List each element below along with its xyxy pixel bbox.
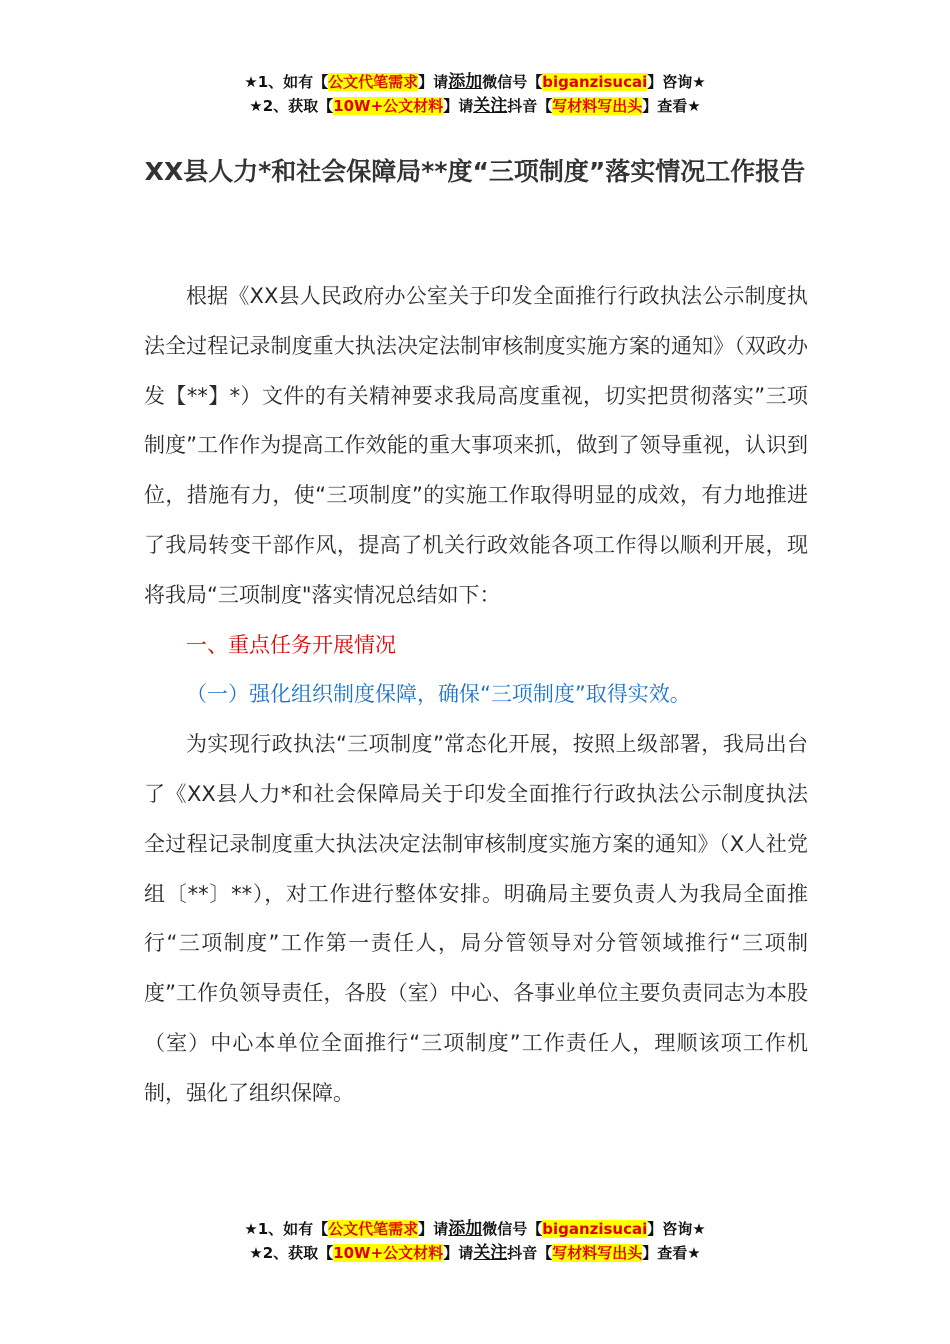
promo-highlight: 10W+公文材料: [333, 97, 444, 115]
promo-highlight: 写材料写出头: [552, 97, 643, 115]
promo-text: 】查看★: [642, 97, 701, 115]
promo-banner-bottom: [0, 1217, 950, 1265]
section-heading-1: 一、重点任务开展情况: [186, 632, 396, 657]
promo-text: 】请: [418, 1220, 449, 1238]
promo-text: ★2、获取【: [249, 1244, 334, 1262]
promo-text: 】咨询★: [647, 73, 706, 91]
promo-text: ★1、如有【: [244, 73, 329, 91]
promo-underline: 关注: [473, 96, 508, 116]
promo-line-2: [0, 1241, 950, 1265]
promo-text: 】请: [418, 73, 449, 91]
promo-text: ★2、获取【: [249, 97, 334, 115]
promo-underline: 添加: [448, 72, 483, 92]
promo-highlight: 公文代笔需求: [328, 1220, 419, 1238]
intro-paragraph: 根据《XX县人民政府办公室关于印发全面推行行政执法公示制度执法全过程记录制度重大执法决定法制审核制度实施方案的通知》（双政办发【**】*）文件的有关精神要求我局高度重视，切实把贯彻落实”三项制度”工作作为提高工作效能的重大事项来抓，做到了领导重视，认识到位，措施有力，使“三项制度”的实施工作取得明显的成效，有力地推进了我局转变干部作风，提高了机关行政效能各项工作得以顺利开展，现将我局“三项制度"落实情况总结如下：: [144, 284, 808, 607]
promo-text: 】查看★: [642, 1244, 701, 1262]
promo-text: ★1、如有【: [244, 1220, 329, 1238]
promo-line-1: [0, 1217, 950, 1241]
promo-underline: 关注: [473, 1243, 508, 1263]
promo-text: 抖音【: [507, 1244, 553, 1262]
promo-highlight: biganzisucai: [542, 1220, 648, 1238]
promo-highlight: 写材料写出头: [552, 1244, 643, 1262]
subsection-heading-1: （一）强化组织制度保障，确保“三项制度”取得实效。: [186, 682, 691, 707]
document-body: [144, 272, 808, 1119]
promo-text: 】请: [443, 97, 474, 115]
promo-banner-top: [0, 70, 950, 118]
promo-text: 微信号【: [482, 73, 543, 91]
promo-text: 抖音【: [507, 97, 553, 115]
document-title: XX县人力*和社会保障局**度“三项制度”落实情况工作报告: [144, 157, 806, 186]
promo-highlight: 公文代笔需求: [328, 73, 419, 91]
promo-line-1: [0, 70, 950, 94]
promo-line-2: [0, 94, 950, 118]
promo-text: 】请: [443, 1244, 474, 1262]
body-paragraph: 为实现行政执法“三项制度”常态化开展，按照上级部署，我局出台了《XX县人力*和社会保障局关于印发全面推行行政执法公示制度执法全过程记录制度重大执法决定法制审核制度实施方案的通知》（X人社党组〔**〕**），对工作进行整体安排。明确局主要负责人为我局全面推行“三项制度”工作第一责任人，局分管领导对分管领域推行“三项制度”工作负领导责任，各股（室）中心、各事业单位主要负责同志为本股（室）中心本单位全面推行“三项制度”工作责任人，理顺该项工作机制，强化了组织保障。: [144, 732, 808, 1105]
promo-underline: 添加: [448, 1219, 483, 1239]
promo-text: 】咨询★: [647, 1220, 706, 1238]
promo-highlight: 10W+公文材料: [333, 1244, 444, 1262]
promo-highlight: biganzisucai: [542, 73, 648, 91]
promo-text: 微信号【: [482, 1220, 543, 1238]
